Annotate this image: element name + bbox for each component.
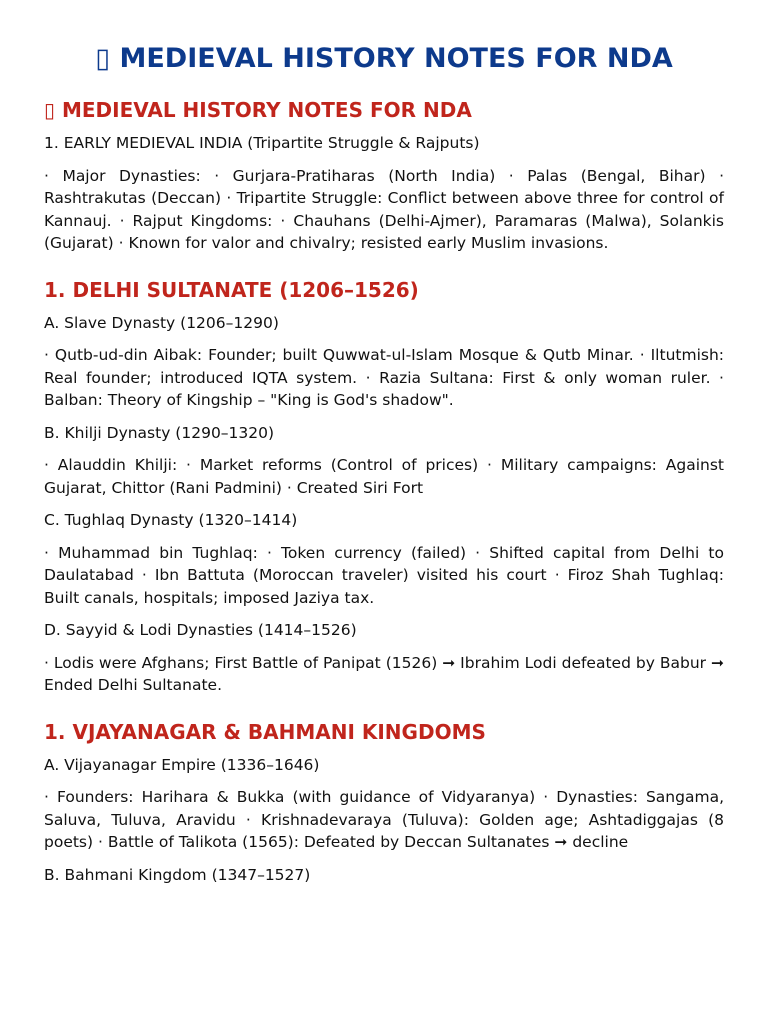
book-icon: ▯ xyxy=(44,98,56,122)
vijayanagar-empire-body: · Founders: Harihara & Bukka (with guidance of Vidyaranya) · Dynasties: Sangama, Saluva, Tuluva, Aravidu · Krishnadevaraya (Tuluva): Golden age; Ashtadiggajas (8 poets) · Battle of Talikota (1565): Defeated by Deccan Sultanates ➞ decline xyxy=(44,788,724,851)
vijayanagar-empire-heading: A. Vijayanagar Empire (1336–1646) xyxy=(44,755,320,774)
section-title-text: MEDIEVAL HISTORY NOTES FOR NDA xyxy=(61,98,472,122)
early-medieval-body: · Major Dynasties: · Gurjara-Pratiharas (North India) · Palas (Bengal, Bihar) · Rashtrakutas (Deccan) · Tripartite Struggle: Conflict between above three for control of Kannauj. · Rajput Kingdoms: · Chauhans (Delhi-Ajmer), Paramaras (Malwa), Solankis (Gujarat) · Known for valor and chivalry; resisted early Muslim invasions. xyxy=(44,166,724,252)
bahmani-kingdom-heading: B. Bahmani Kingdom (1347–1527) xyxy=(44,865,311,884)
page-title xyxy=(44,0,724,78)
page-title-text: MEDIEVAL HISTORY NOTES FOR NDA xyxy=(119,43,673,74)
tughlaq-dynasty-heading: C. Tughlaq Dynasty (1320–1414) xyxy=(44,511,298,529)
khilji-dynasty-body: · Alauddin Khilji: · Market reforms (Control of prices) · Military campaigns: Against Gujarat, Chittor (Rani Padmini) · Created Siri Fort xyxy=(44,456,724,497)
slave-dynasty-heading: A. Slave Dynasty (1206–1290) xyxy=(44,313,279,332)
tughlaq-dynasty-body: · Muhammad bin Tughlaq: · Token currency (failed) · Shifted capital from Delhi to Daulatabad · Ibn Battuta (Moroccan traveler) visited his court · Firoz Shah Tughlaq: Built canals, hospitals; imposed Jaziya tax. xyxy=(44,543,724,607)
sayyid-lodi-heading: D. Sayyid & Lodi Dynasties (1414–1526) xyxy=(44,621,357,639)
book-icon: ▯ xyxy=(95,43,111,74)
early-medieval-heading: 1. EARLY MEDIEVAL INDIA (Tripartite Struggle & Rajputs) xyxy=(44,134,480,152)
slave-dynasty-body: · Qutb-ud-din Aibak: Founder; built Quwwat-ul-Islam Mosque & Qutb Minar. · Iltutmish: Real founder; introduced IQTA system. · Razia Sultana: First & only woman ruler. · Balban: Theory of Kingship – "King is God's shadow". xyxy=(44,346,724,409)
section-title xyxy=(44,96,724,124)
delhi-sultanate-heading: 1. DELHI SULTANATE (1206–1526) xyxy=(44,277,419,302)
vijayanagar-bahmani-heading: 1. VJAYANAGAR & BAHMANI KINGDOMS xyxy=(44,719,486,744)
khilji-dynasty-heading: B. Khilji Dynasty (1290–1320) xyxy=(44,423,275,442)
sayyid-lodi-body: · Lodis were Afghans; First Battle of Panipat (1526) ➞ Ibrahim Lodi defeated by Babur ➞ Ended Delhi Sultanate. xyxy=(44,653,724,694)
